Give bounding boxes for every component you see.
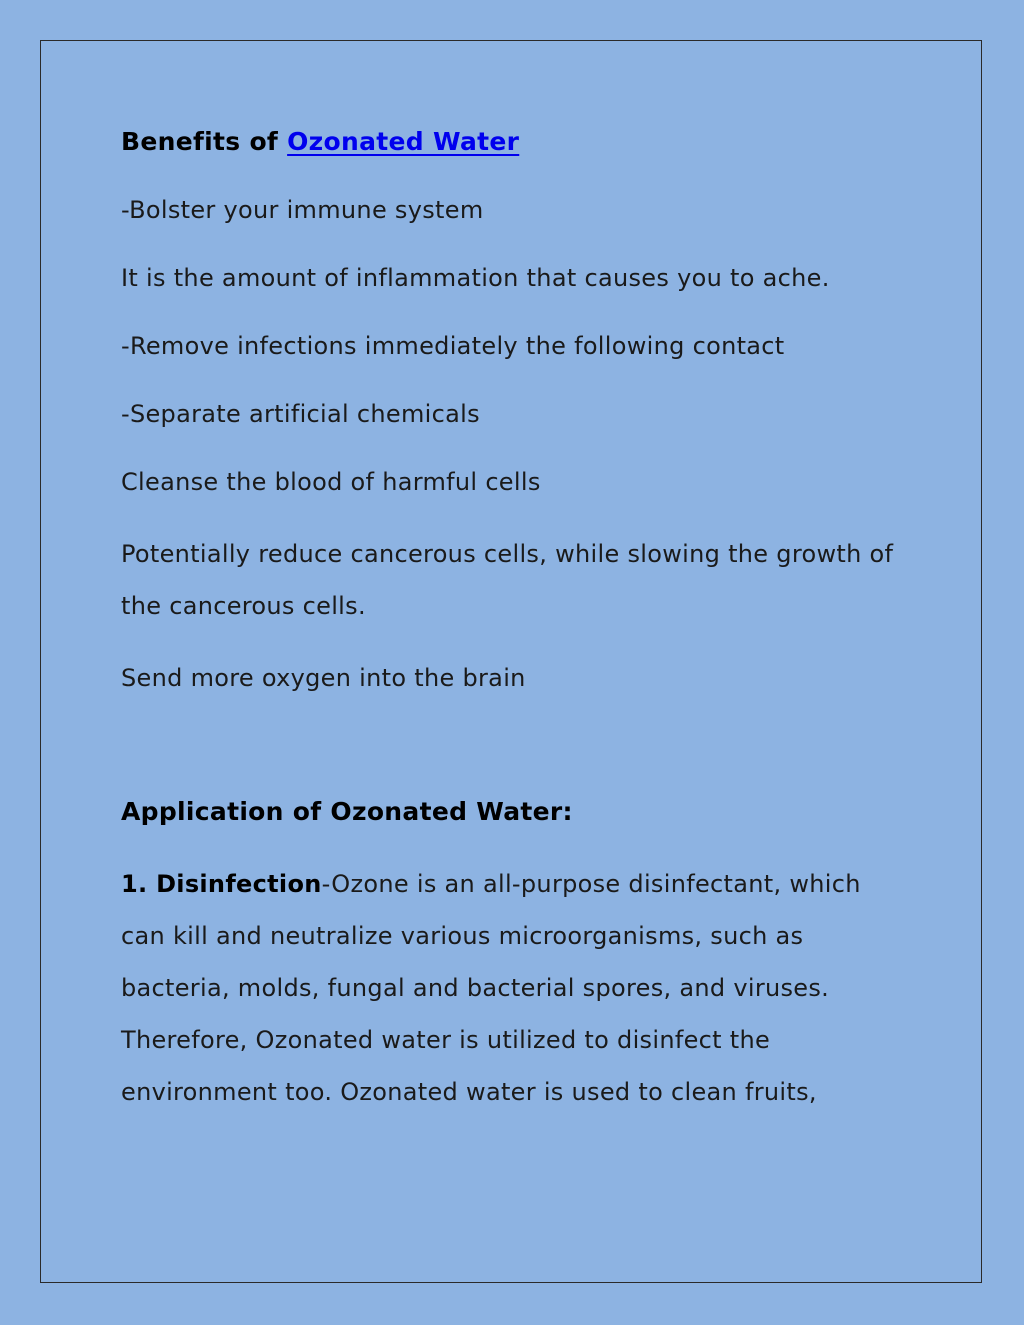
benefits-heading-prefix: Benefits of (121, 127, 288, 156)
benefit-item: Send more oxygen into the brain (121, 664, 526, 692)
disinfection-paragraph (121, 858, 911, 1118)
section-spacer (121, 724, 911, 790)
benefit-item: Cleanse the blood of harmful cells (121, 468, 541, 496)
benefit-item: It is the amount of inflammation that causes you to ache. (121, 264, 830, 292)
benefit-item: -Bolster your immune system (121, 196, 484, 224)
disinfection-body: -Ozone is an all-purpose disinfectant, which can kill and neutralize various microorganisms, such as bacteria, molds, fungal and bacterial spores, and viruses. Therefore, Ozonated water is utilized to disinfect the environment too. Ozonated water is used to clean fruits, (121, 870, 861, 1106)
document-content (121, 120, 911, 1118)
ozonated-water-link[interactable]: Ozonated Water (287, 127, 520, 156)
benefits-heading (121, 120, 911, 164)
benefit-item: Potentially reduce cancerous cells, while slowing the growth of the cancerous cells. (121, 540, 894, 620)
application-heading: Application of Ozonated Water: (121, 797, 573, 826)
benefit-item: -Separate artificial chemicals (121, 400, 480, 428)
benefit-item: -Remove infections immediately the following contact (121, 332, 785, 360)
disinfection-title: 1. Disinfection (121, 870, 322, 898)
